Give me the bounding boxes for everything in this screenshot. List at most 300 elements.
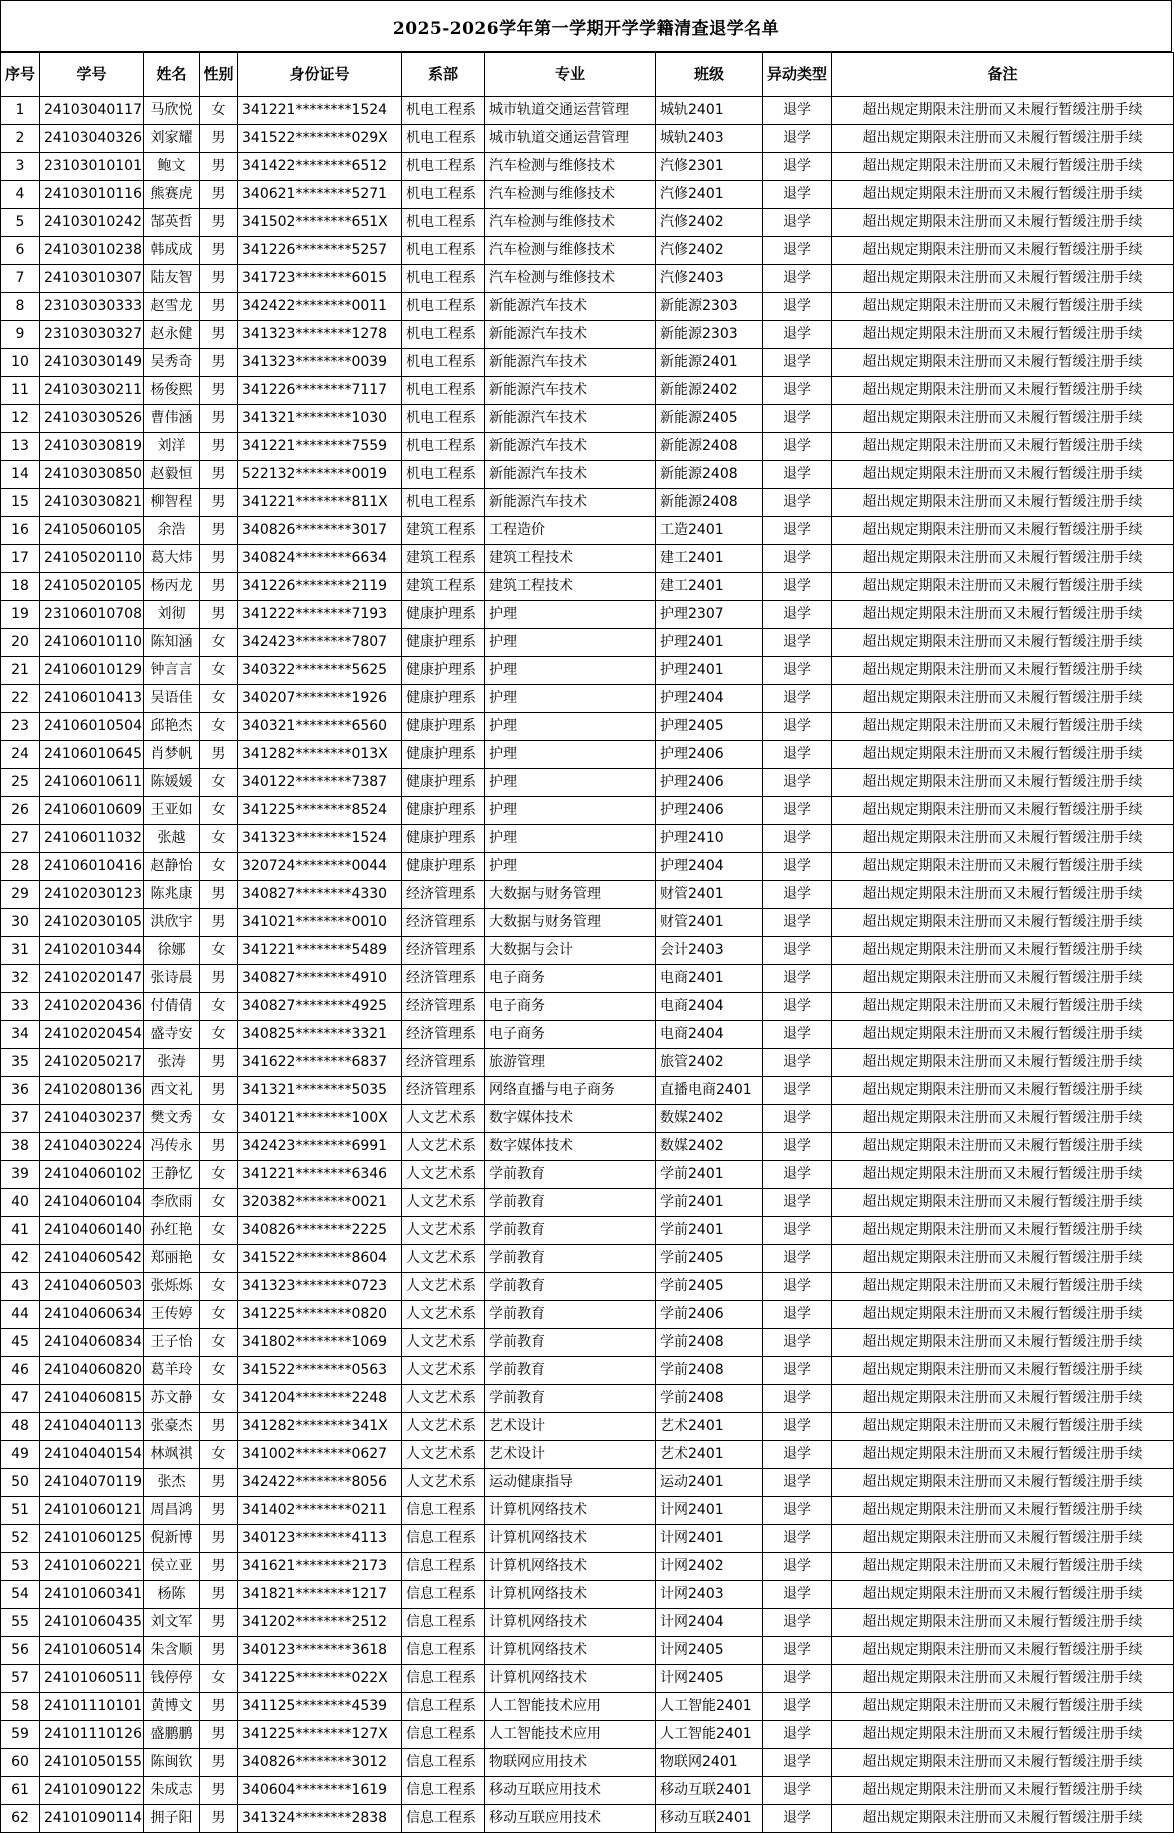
cell-gender: 男 (200, 321, 238, 349)
cell-major: 旅游管理 (485, 1049, 656, 1077)
cell-index: 49 (1, 1441, 40, 1469)
cell-id-number: 341282********013X (238, 741, 402, 769)
cell-name: 陆友智 (144, 265, 200, 293)
cell-student-id: 24103010242 (40, 209, 144, 237)
cell-student-id: 24102010344 (40, 937, 144, 965)
cell-class: 计网2405 (656, 1637, 763, 1665)
cell-gender: 男 (200, 377, 238, 405)
cell-name: 陈闽钦 (144, 1749, 200, 1777)
cell-department: 人文艺术系 (402, 1133, 485, 1161)
cell-major: 计算机网络技术 (485, 1665, 656, 1693)
cell-gender: 女 (200, 1301, 238, 1329)
cell-student-id: 23103010101 (40, 153, 144, 181)
cell-student-id: 24105020105 (40, 573, 144, 601)
cell-department: 人文艺术系 (402, 1357, 485, 1385)
cell-major: 大数据与财务管理 (485, 881, 656, 909)
cell-remarks: 超出规定期限未注册而又未履行暂缓注册手续 (832, 1469, 1174, 1497)
cell-change-type: 退学 (763, 881, 832, 909)
cell-name: 赵静怡 (144, 853, 200, 881)
cell-name: 钟言言 (144, 657, 200, 685)
cell-id-number: 341323********0723 (238, 1273, 402, 1301)
cell-name: 郜英哲 (144, 209, 200, 237)
cell-change-type: 退学 (763, 1665, 832, 1693)
table-row (1, 1581, 1174, 1609)
cell-department: 经济管理系 (402, 993, 485, 1021)
cell-class: 护理2307 (656, 601, 763, 629)
cell-name: 苏文静 (144, 1385, 200, 1413)
table-row (1, 517, 1174, 545)
cell-remarks: 超出规定期限未注册而又未履行暂缓注册手续 (832, 1105, 1174, 1133)
cell-class: 电商2401 (656, 965, 763, 993)
cell-gender: 女 (200, 797, 238, 825)
cell-remarks: 超出规定期限未注册而又未履行暂缓注册手续 (832, 489, 1174, 517)
cell-index: 41 (1, 1217, 40, 1245)
cell-major: 新能源汽车技术 (485, 377, 656, 405)
cell-remarks: 超出规定期限未注册而又未履行暂缓注册手续 (832, 1777, 1174, 1805)
cell-name: 杨丙龙 (144, 573, 200, 601)
cell-change-type: 退学 (763, 909, 832, 937)
cell-change-type: 退学 (763, 97, 832, 125)
cell-student-id: 24101060121 (40, 1497, 144, 1525)
cell-gender: 男 (200, 1413, 238, 1441)
cell-class: 旅管2402 (656, 1049, 763, 1077)
cell-gender: 男 (200, 1721, 238, 1749)
table-row (1, 1217, 1174, 1245)
cell-student-id: 24103030821 (40, 489, 144, 517)
cell-class: 计网2403 (656, 1581, 763, 1609)
cell-id-number: 342423********7807 (238, 629, 402, 657)
cell-student-id: 23103030333 (40, 293, 144, 321)
cell-department: 人文艺术系 (402, 1105, 485, 1133)
cell-class: 护理2410 (656, 825, 763, 853)
cell-remarks: 超出规定期限未注册而又未履行暂缓注册手续 (832, 1805, 1174, 1833)
cell-index: 61 (1, 1777, 40, 1805)
cell-class: 护理2401 (656, 629, 763, 657)
cell-id-number: 342422********8056 (238, 1469, 402, 1497)
cell-name: 韩成成 (144, 237, 200, 265)
cell-remarks: 超出规定期限未注册而又未履行暂缓注册手续 (832, 377, 1174, 405)
cell-id-number: 340322********5625 (238, 657, 402, 685)
cell-gender: 男 (200, 601, 238, 629)
cell-gender: 男 (200, 1525, 238, 1553)
cell-index: 5 (1, 209, 40, 237)
cell-id-number: 341202********2512 (238, 1609, 402, 1637)
cell-remarks: 超出规定期限未注册而又未履行暂缓注册手续 (832, 125, 1174, 153)
cell-id-number: 341225********8524 (238, 797, 402, 825)
cell-change-type: 退学 (763, 1133, 832, 1161)
cell-remarks: 超出规定期限未注册而又未履行暂缓注册手续 (832, 1273, 1174, 1301)
cell-name: 张杰 (144, 1469, 200, 1497)
cell-id-number: 341522********029X (238, 125, 402, 153)
cell-name: 吴语佳 (144, 685, 200, 713)
cell-gender: 男 (200, 1777, 238, 1805)
cell-id-number: 340824********6634 (238, 545, 402, 573)
cell-name: 盛寺安 (144, 1021, 200, 1049)
cell-index: 21 (1, 657, 40, 685)
cell-gender: 男 (200, 1497, 238, 1525)
header-index: 序号 (1, 53, 40, 97)
cell-major: 移动互联应用技术 (485, 1777, 656, 1805)
cell-major: 汽车检测与维修技术 (485, 209, 656, 237)
cell-change-type: 退学 (763, 1777, 832, 1805)
cell-remarks: 超出规定期限未注册而又未履行暂缓注册手续 (832, 1245, 1174, 1273)
cell-id-number: 341221********6346 (238, 1161, 402, 1189)
cell-change-type: 退学 (763, 1749, 832, 1777)
cell-remarks: 超出规定期限未注册而又未履行暂缓注册手续 (832, 1357, 1174, 1385)
cell-name: 赵永健 (144, 321, 200, 349)
cell-id-number: 341522********0563 (238, 1357, 402, 1385)
cell-department: 机电工程系 (402, 377, 485, 405)
cell-class: 新能源2402 (656, 377, 763, 405)
cell-remarks: 超出规定期限未注册而又未履行暂缓注册手续 (832, 713, 1174, 741)
cell-student-id: 24106010611 (40, 769, 144, 797)
cell-id-number: 341323********0039 (238, 349, 402, 377)
cell-major: 新能源汽车技术 (485, 461, 656, 489)
cell-name: 刘文军 (144, 1609, 200, 1637)
cell-department: 机电工程系 (402, 461, 485, 489)
cell-change-type: 退学 (763, 349, 832, 377)
withdrawal-table (0, 52, 1174, 1833)
cell-change-type: 退学 (763, 1049, 832, 1077)
cell-department: 机电工程系 (402, 97, 485, 125)
cell-student-id: 24101060125 (40, 1525, 144, 1553)
cell-id-number: 341422********6512 (238, 153, 402, 181)
cell-department: 人文艺术系 (402, 1329, 485, 1357)
cell-gender: 女 (200, 1105, 238, 1133)
cell-student-id: 24103040326 (40, 125, 144, 153)
cell-class: 汽修2403 (656, 265, 763, 293)
cell-gender: 男 (200, 405, 238, 433)
cell-name: 西文礼 (144, 1077, 200, 1105)
cell-name: 吴秀奇 (144, 349, 200, 377)
cell-name: 刘家耀 (144, 125, 200, 153)
cell-department: 建筑工程系 (402, 517, 485, 545)
cell-gender: 女 (200, 713, 238, 741)
cell-index: 51 (1, 1497, 40, 1525)
cell-major: 工程造价 (485, 517, 656, 545)
cell-change-type: 退学 (763, 1021, 832, 1049)
cell-id-number: 341225********0820 (238, 1301, 402, 1329)
cell-student-id: 24104060634 (40, 1301, 144, 1329)
table-row (1, 1413, 1174, 1441)
cell-gender: 男 (200, 1049, 238, 1077)
table-row (1, 433, 1174, 461)
table-row (1, 209, 1174, 237)
cell-student-id: 24106010129 (40, 657, 144, 685)
cell-index: 50 (1, 1469, 40, 1497)
cell-name: 盛鹏鹏 (144, 1721, 200, 1749)
cell-department: 经济管理系 (402, 1077, 485, 1105)
table-row (1, 1721, 1174, 1749)
cell-change-type: 退学 (763, 601, 832, 629)
cell-id-number: 340826********2225 (238, 1217, 402, 1245)
cell-remarks: 超出规定期限未注册而又未履行暂缓注册手续 (832, 1441, 1174, 1469)
cell-student-id: 24104070119 (40, 1469, 144, 1497)
cell-index: 7 (1, 265, 40, 293)
cell-major: 数字媒体技术 (485, 1133, 656, 1161)
cell-gender: 男 (200, 881, 238, 909)
cell-change-type: 退学 (763, 1581, 832, 1609)
cell-major: 学前教育 (485, 1217, 656, 1245)
table-row (1, 1805, 1174, 1833)
cell-index: 15 (1, 489, 40, 517)
table-row (1, 1385, 1174, 1413)
table-row (1, 993, 1174, 1021)
cell-gender: 男 (200, 909, 238, 937)
cell-major: 城市轨道交通运营管理 (485, 97, 656, 125)
cell-department: 机电工程系 (402, 405, 485, 433)
cell-gender: 女 (200, 1245, 238, 1273)
cell-remarks: 超出规定期限未注册而又未履行暂缓注册手续 (832, 965, 1174, 993)
cell-remarks: 超出规定期限未注册而又未履行暂缓注册手续 (832, 1693, 1174, 1721)
cell-name: 郑丽艳 (144, 1245, 200, 1273)
cell-department: 经济管理系 (402, 1021, 485, 1049)
table-row (1, 1245, 1174, 1273)
cell-remarks: 超出规定期限未注册而又未履行暂缓注册手续 (832, 1413, 1174, 1441)
cell-name: 张豪杰 (144, 1413, 200, 1441)
cell-index: 10 (1, 349, 40, 377)
table-row (1, 181, 1174, 209)
cell-department: 建筑工程系 (402, 545, 485, 573)
table-row (1, 769, 1174, 797)
cell-major: 护理 (485, 601, 656, 629)
cell-student-id: 24101110101 (40, 1693, 144, 1721)
cell-gender: 男 (200, 1581, 238, 1609)
cell-remarks: 超出规定期限未注册而又未履行暂缓注册手续 (832, 97, 1174, 125)
cell-index: 58 (1, 1693, 40, 1721)
cell-name: 鲍文 (144, 153, 200, 181)
cell-index: 1 (1, 97, 40, 125)
cell-gender: 女 (200, 825, 238, 853)
cell-remarks: 超出规定期限未注册而又未履行暂缓注册手续 (832, 1077, 1174, 1105)
cell-id-number: 341321********5035 (238, 1077, 402, 1105)
cell-remarks: 超出规定期限未注册而又未履行暂缓注册手续 (832, 993, 1174, 1021)
cell-student-id: 24101060221 (40, 1553, 144, 1581)
cell-class: 艺术2401 (656, 1413, 763, 1441)
cell-id-number: 341204********2248 (238, 1385, 402, 1413)
cell-student-id: 24101060341 (40, 1581, 144, 1609)
header-change-type: 异动类型 (763, 53, 832, 97)
cell-major: 计算机网络技术 (485, 1637, 656, 1665)
cell-name: 王传婷 (144, 1301, 200, 1329)
table-row (1, 965, 1174, 993)
cell-class: 会计2403 (656, 937, 763, 965)
table-row (1, 1357, 1174, 1385)
cell-student-id: 24101090122 (40, 1777, 144, 1805)
cell-id-number: 340123********4113 (238, 1525, 402, 1553)
cell-major: 人工智能技术应用 (485, 1693, 656, 1721)
cell-name: 余浩 (144, 517, 200, 545)
table-row (1, 1749, 1174, 1777)
cell-id-number: 341802********1069 (238, 1329, 402, 1357)
cell-change-type: 退学 (763, 1161, 832, 1189)
cell-name: 柳智程 (144, 489, 200, 517)
cell-remarks: 超出规定期限未注册而又未履行暂缓注册手续 (832, 1497, 1174, 1525)
cell-major: 计算机网络技术 (485, 1497, 656, 1525)
cell-class: 计网2401 (656, 1525, 763, 1553)
cell-student-id: 23106010708 (40, 601, 144, 629)
table-row (1, 1609, 1174, 1637)
cell-id-number: 341321********1030 (238, 405, 402, 433)
cell-id-number: 340827********4330 (238, 881, 402, 909)
cell-gender: 女 (200, 629, 238, 657)
cell-id-number: 341324********2838 (238, 1805, 402, 1833)
table-row (1, 909, 1174, 937)
table-row (1, 601, 1174, 629)
cell-remarks: 超出规定期限未注册而又未履行暂缓注册手续 (832, 1301, 1174, 1329)
cell-gender: 男 (200, 293, 238, 321)
cell-student-id: 24103030850 (40, 461, 144, 489)
cell-gender: 女 (200, 97, 238, 125)
cell-student-id: 24102030123 (40, 881, 144, 909)
cell-major: 新能源汽车技术 (485, 349, 656, 377)
cell-class: 学前2401 (656, 1217, 763, 1245)
cell-name: 徐娜 (144, 937, 200, 965)
cell-major: 物联网应用技术 (485, 1749, 656, 1777)
cell-gender: 男 (200, 209, 238, 237)
cell-department: 健康护理系 (402, 601, 485, 629)
cell-student-id: 24104060815 (40, 1385, 144, 1413)
cell-remarks: 超出规定期限未注册而又未履行暂缓注册手续 (832, 657, 1174, 685)
cell-class: 汽修2401 (656, 181, 763, 209)
cell-change-type: 退学 (763, 1693, 832, 1721)
cell-change-type: 退学 (763, 321, 832, 349)
table-row (1, 1329, 1174, 1357)
cell-id-number: 340827********4910 (238, 965, 402, 993)
cell-name: 曹伟涵 (144, 405, 200, 433)
table-row (1, 685, 1174, 713)
cell-change-type: 退学 (763, 545, 832, 573)
cell-major: 计算机网络技术 (485, 1609, 656, 1637)
cell-student-id: 24104060542 (40, 1245, 144, 1273)
cell-id-number: 341522********8604 (238, 1245, 402, 1273)
cell-major: 护理 (485, 629, 656, 657)
cell-id-number: 340321********6560 (238, 713, 402, 741)
cell-index: 48 (1, 1413, 40, 1441)
cell-major: 护理 (485, 657, 656, 685)
cell-change-type: 退学 (763, 1721, 832, 1749)
cell-major: 运动健康指导 (485, 1469, 656, 1497)
cell-gender: 女 (200, 1189, 238, 1217)
cell-class: 数媒2402 (656, 1105, 763, 1133)
cell-student-id: 24104060503 (40, 1273, 144, 1301)
cell-change-type: 退学 (763, 1357, 832, 1385)
cell-name: 倪新博 (144, 1525, 200, 1553)
cell-index: 13 (1, 433, 40, 461)
cell-id-number: 341125********4539 (238, 1693, 402, 1721)
cell-index: 43 (1, 1273, 40, 1301)
table-row (1, 825, 1174, 853)
table-row (1, 461, 1174, 489)
cell-remarks: 超出规定期限未注册而又未履行暂缓注册手续 (832, 209, 1174, 237)
cell-department: 机电工程系 (402, 293, 485, 321)
cell-department: 经济管理系 (402, 1049, 485, 1077)
cell-class: 建工2401 (656, 573, 763, 601)
table-row (1, 629, 1174, 657)
table-row (1, 97, 1174, 125)
cell-name: 钱停停 (144, 1665, 200, 1693)
cell-remarks: 超出规定期限未注册而又未履行暂缓注册手续 (832, 853, 1174, 881)
table-row (1, 1441, 1174, 1469)
cell-gender: 女 (200, 685, 238, 713)
cell-name: 冯传永 (144, 1133, 200, 1161)
cell-major: 汽车检测与维修技术 (485, 153, 656, 181)
cell-change-type: 退学 (763, 1105, 832, 1133)
table-row (1, 1777, 1174, 1805)
cell-name: 陈媛媛 (144, 769, 200, 797)
cell-class: 运动2401 (656, 1469, 763, 1497)
cell-change-type: 退学 (763, 657, 832, 685)
cell-gender: 男 (200, 433, 238, 461)
cell-id-number: 340121********100X (238, 1105, 402, 1133)
cell-gender: 男 (200, 741, 238, 769)
cell-index: 18 (1, 573, 40, 601)
cell-class: 计网2401 (656, 1497, 763, 1525)
cell-change-type: 退学 (763, 125, 832, 153)
cell-department: 信息工程系 (402, 1497, 485, 1525)
cell-department: 人文艺术系 (402, 1413, 485, 1441)
cell-change-type: 退学 (763, 1301, 832, 1329)
cell-name: 张烁烁 (144, 1273, 200, 1301)
cell-index: 37 (1, 1105, 40, 1133)
cell-gender: 男 (200, 965, 238, 993)
cell-gender: 女 (200, 937, 238, 965)
cell-major: 计算机网络技术 (485, 1525, 656, 1553)
cell-class: 新能源2405 (656, 405, 763, 433)
cell-major: 学前教育 (485, 1385, 656, 1413)
cell-major: 电子商务 (485, 965, 656, 993)
cell-class: 新能源2401 (656, 349, 763, 377)
cell-remarks: 超出规定期限未注册而又未履行暂缓注册手续 (832, 1581, 1174, 1609)
cell-index: 52 (1, 1525, 40, 1553)
cell-index: 29 (1, 881, 40, 909)
cell-id-number: 341402********0211 (238, 1497, 402, 1525)
cell-index: 38 (1, 1133, 40, 1161)
cell-gender: 女 (200, 853, 238, 881)
cell-major: 护理 (485, 713, 656, 741)
cell-department: 健康护理系 (402, 853, 485, 881)
cell-change-type: 退学 (763, 1217, 832, 1245)
header-major: 专业 (485, 53, 656, 97)
cell-remarks: 超出规定期限未注册而又未履行暂缓注册手续 (832, 461, 1174, 489)
cell-department: 机电工程系 (402, 321, 485, 349)
cell-gender: 女 (200, 1385, 238, 1413)
table-row (1, 1637, 1174, 1665)
table-row (1, 1077, 1174, 1105)
cell-remarks: 超出规定期限未注册而又未履行暂缓注册手续 (832, 1161, 1174, 1189)
cell-gender: 男 (200, 545, 238, 573)
cell-gender: 男 (200, 1693, 238, 1721)
cell-gender: 女 (200, 1021, 238, 1049)
cell-student-id: 24106010504 (40, 713, 144, 741)
cell-class: 学前2405 (656, 1245, 763, 1273)
cell-name: 刘彻 (144, 601, 200, 629)
cell-student-id: 24103010116 (40, 181, 144, 209)
table-row (1, 489, 1174, 517)
header-department: 系部 (402, 53, 485, 97)
cell-student-id: 24106010110 (40, 629, 144, 657)
cell-name: 朱含顺 (144, 1637, 200, 1665)
cell-class: 新能源2408 (656, 489, 763, 517)
cell-change-type: 退学 (763, 1189, 832, 1217)
cell-student-id: 24104060834 (40, 1329, 144, 1357)
cell-index: 20 (1, 629, 40, 657)
cell-change-type: 退学 (763, 1245, 832, 1273)
cell-gender: 男 (200, 1609, 238, 1637)
cell-department: 机电工程系 (402, 237, 485, 265)
cell-major: 护理 (485, 685, 656, 713)
cell-department: 人文艺术系 (402, 1217, 485, 1245)
